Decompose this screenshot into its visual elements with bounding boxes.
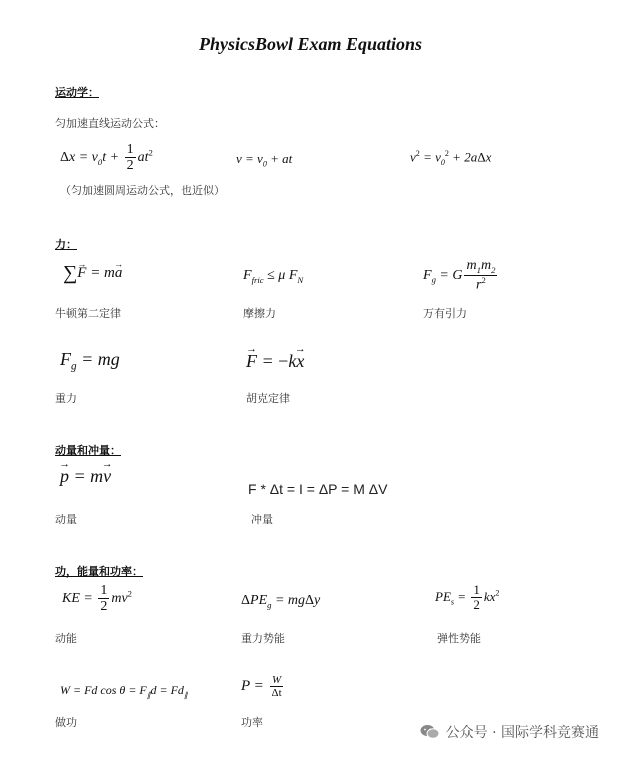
label-work: 做功 (55, 716, 77, 729)
section-kinematics-heading: 运动学： (55, 86, 99, 99)
equation-friction: $F_{fric} \le \mu$ $F_N$ (243, 268, 304, 285)
label-gravitation: 万有引力 (423, 307, 467, 320)
equation-gravity-pe: $\Delta PE_g = mg\Delta y$ (241, 593, 321, 610)
equation-impulse: F * Δt = I = ΔP = M ΔV (248, 481, 388, 497)
page-title: PhysicsBowl Exam Equations (198, 34, 423, 54)
equation-work: W = Fd $\cos \theta = F_\parallel d = Fd_\parallel$ (60, 683, 188, 700)
equation-velocity-squared: $v^2 = v_0^2 + 2a\Delta x$ (410, 149, 492, 167)
label-weight: 重力 (55, 392, 77, 405)
kinematics-intro: 匀加速直线运动公式： (55, 117, 165, 130)
equation-hooke: → F = −k→ x (246, 351, 304, 372)
equation-power: P = $\frac{W}{\Delta t}$ (241, 674, 282, 700)
label-power: 功率 (241, 716, 263, 729)
equation-kinetic-energy: KE = $\frac{1}{2}$ $mv^2$ (62, 583, 133, 615)
equation-weight: $F_g$ = mg (60, 349, 120, 373)
label-friction: 摩擦力 (243, 307, 276, 320)
label-hooke: 胡克定律 (246, 392, 290, 405)
equation-displacement: $\Delta x = v_0t$ + $\frac{1}{2}$ $at^2$ (60, 142, 153, 174)
equation-velocity: $v = v_0$ + at (236, 151, 293, 169)
watermark-text: 公众号 · 国际学科竞赛通 (445, 725, 599, 741)
watermark (420, 722, 599, 742)
label-newton-second-law: 牛顿第二定律 (55, 307, 121, 320)
section-energy-heading: 功，能量和功率： (55, 565, 143, 578)
wechat-icon (420, 724, 440, 740)
section-momentum-heading: 动量和冲量： (55, 444, 121, 457)
equation-gravitation: $F_g = G$ $\frac{m_1m_2}{r^2}$ (423, 258, 496, 293)
label-kinetic-energy: 动能 (55, 632, 77, 645)
equation-elastic-pe: $PE_s$ = $\frac{1}{2}$ $kx^2$ (435, 582, 500, 613)
kinematics-note: （匀加速圆周运动公式，也近似） (60, 184, 225, 197)
label-elastic-pe: 弹性势能 (437, 632, 481, 645)
section-force-heading: 力： (55, 238, 77, 251)
equation-newton-second-law: ∑→ F = m→ a (63, 262, 122, 285)
equation-momentum: → p = m→ v (60, 466, 111, 487)
label-momentum: 动量 (55, 513, 77, 526)
label-gravity-pe: 重力势能 (241, 632, 285, 645)
label-impulse: 冲量 (251, 513, 273, 526)
